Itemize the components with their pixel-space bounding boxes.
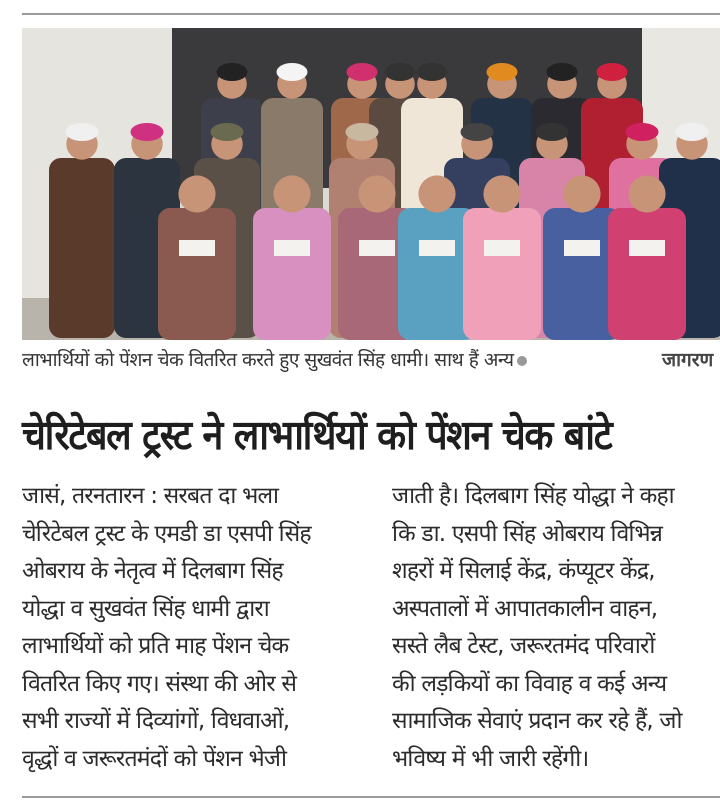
pension-cheque — [629, 240, 665, 256]
turban — [131, 123, 164, 141]
person-head — [358, 175, 395, 212]
turban — [417, 63, 448, 81]
pension-cheque — [419, 240, 455, 256]
article-column-2 — [392, 478, 682, 778]
photo-credit: जागरण — [662, 349, 714, 371]
pension-cheque — [484, 240, 520, 256]
turban — [211, 123, 244, 141]
person-head — [628, 175, 665, 212]
body-line: वितरित किए गए। संस्था की ओर से — [22, 670, 297, 697]
person-head — [483, 175, 520, 212]
pension-cheque — [359, 240, 395, 256]
pension-cheque — [179, 240, 215, 256]
photo-illustration — [22, 28, 720, 340]
article-column-1 — [22, 478, 311, 778]
body-line: चेरिटेबल ट्रस्ट के एमडी डा एसपी सिंह — [22, 520, 311, 547]
turban — [536, 123, 569, 141]
turban — [66, 123, 99, 141]
headline: चेरिटेबल ट्रस्ट ने लाभार्थियों को पेंशन चेक बांटे — [22, 411, 612, 459]
turban — [217, 63, 248, 81]
turban — [487, 63, 518, 81]
turban — [347, 63, 378, 81]
body-line: सस्ते लैब टेस्ट, जरूरतमंद परिवारों — [392, 633, 655, 659]
person-figure — [49, 158, 115, 338]
body-line: लाभार्थियों को प्रति माह पेंशन चेक — [22, 633, 289, 659]
body-line: सभी राज्यों में दिव्यांगों, विधवाओं, — [22, 708, 290, 734]
body-line: योद्धा व सुखवंत सिंह धामी द्वारा — [22, 595, 269, 622]
person-figure — [463, 208, 541, 340]
top-rule — [22, 13, 720, 15]
photo-caption — [22, 346, 531, 372]
person-figure — [608, 208, 686, 340]
pension-cheque — [274, 240, 310, 256]
person-head — [178, 175, 215, 212]
person-head — [418, 175, 455, 212]
person-figure — [158, 208, 236, 340]
bullet-dot — [517, 356, 527, 366]
turban — [461, 123, 494, 141]
turban — [547, 63, 578, 81]
turban — [346, 123, 379, 141]
pension-cheque — [564, 240, 600, 256]
body-line: सामाजिक सेवाएं प्रदान कर रहे हैं, जो — [392, 708, 682, 734]
group-photo — [22, 28, 720, 340]
body-line: ओबराय के नेतृत्व में दिलबाग सिंह — [22, 558, 283, 584]
body-line: की लड़कियों का विवाह व कई अन्य — [392, 670, 667, 697]
body-line: शहरों में सिलाई केंद्र, कंप्यूटर केंद्र, — [392, 558, 655, 584]
turban — [676, 123, 709, 141]
body-line: वृद्धों व जरूरतमंदों को पेंशन भेजी — [22, 745, 287, 772]
body-line: कि डा. एसपी सिंह ओबराय विभिन्न — [392, 520, 663, 547]
body-line: जाती है। दिलबाग सिंह योद्धा ने कहा — [392, 483, 674, 509]
body-line: जासं, तरनतारन : सरबत दा भला — [22, 483, 279, 509]
body-line: अस्पतालों में आपातकालीन वाहन, — [392, 595, 658, 622]
turban — [385, 63, 416, 81]
caption-text: लाभार्थियों को पेंशन चेक वितरित करते हुए सुखवंत सिंह धामी। साथ हैं अन्य — [22, 349, 514, 371]
body-line: भविष्य में भी जारी रहेंगी। — [392, 745, 589, 772]
turban — [626, 123, 659, 141]
person-head — [563, 175, 600, 212]
person-figure — [253, 208, 331, 340]
turban — [277, 63, 308, 81]
person-head — [273, 175, 310, 212]
turban — [597, 63, 628, 81]
bottom-rule — [22, 796, 720, 798]
